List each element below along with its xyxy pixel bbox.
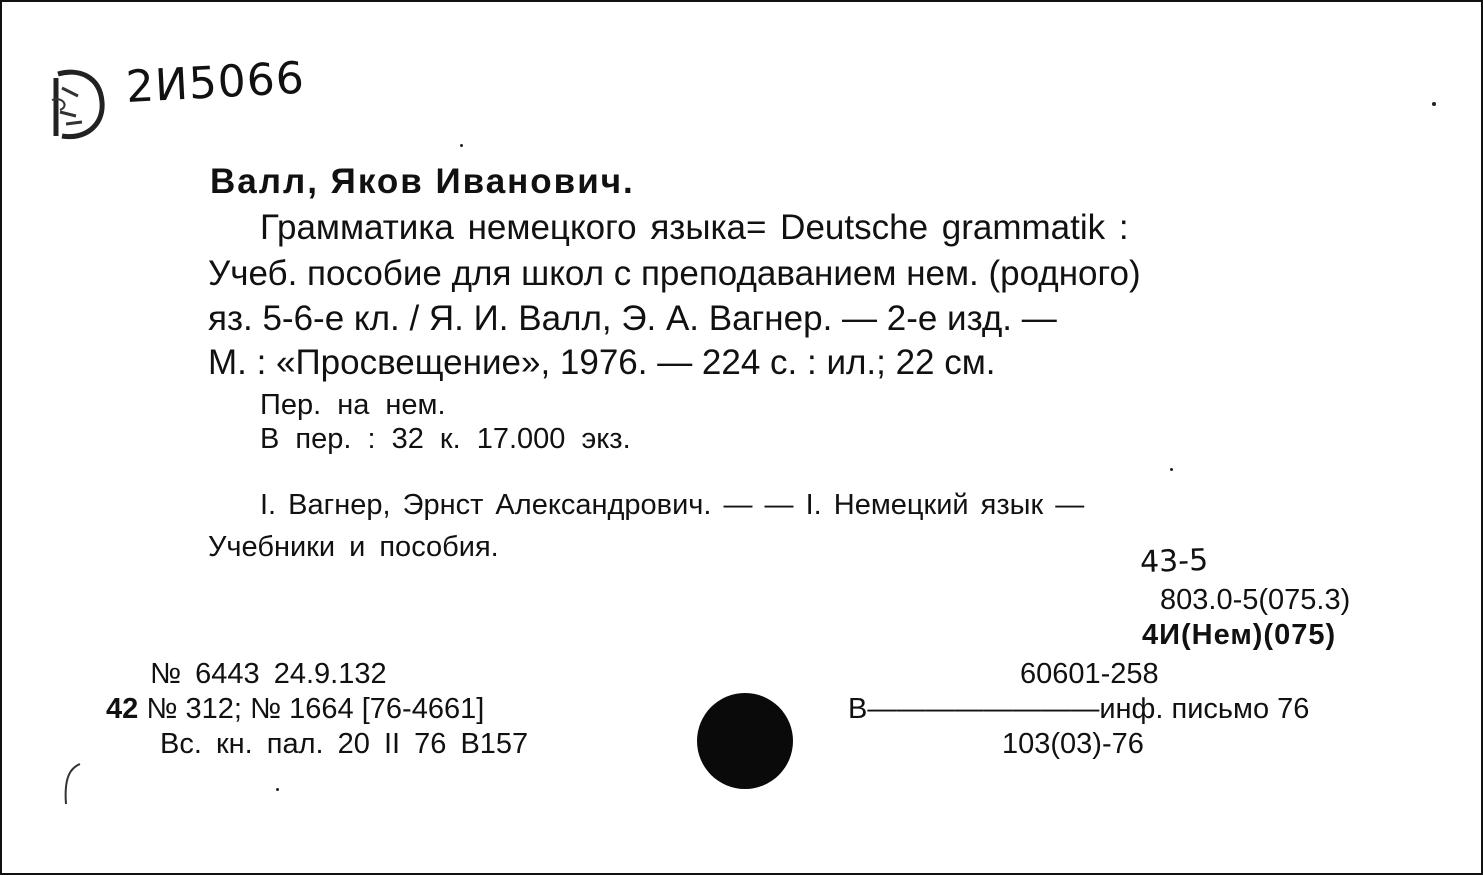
title-line-1: Грамматика немецкого языка= Deutsche grammatik : [260, 208, 1129, 247]
pencil-mark-icon [60, 760, 84, 806]
record-number-line-3: Вс. кн. пал. 20 II 76 В157 [160, 728, 529, 760]
record-number-line-1: № 6443 24.9.132 [150, 658, 387, 690]
info-letter-line: В————————инф. письмо 76 [848, 693, 1310, 725]
handwritten-class-mark: 43-5 [1139, 542, 1209, 581]
publisher-code: 60601-258 [1020, 658, 1159, 690]
record-number-line-2 [106, 693, 484, 726]
translation-note: Пер. на нем. [260, 389, 446, 421]
speck-mark [460, 144, 463, 147]
speck-mark [1170, 468, 1173, 471]
publisher-code-2: 103(03)-76 [1002, 728, 1144, 760]
card-rod-hole [697, 693, 793, 789]
title-line-3: яз. 5-6-е кл. / Я. И. Валл, Э. А. Вагнер. — 2-е изд. — [208, 299, 1057, 338]
speck-mark [276, 788, 279, 791]
tab-number: 42 [106, 693, 139, 725]
udc-index: 803.0-5(075.3) [1160, 584, 1351, 616]
speck-mark [1432, 102, 1436, 106]
title-line-4: М. : «Просвещение», 1976. — 224 с. : ил.; 22 см. [208, 343, 996, 382]
handwritten-inventory-number: 2И5066 [124, 52, 306, 113]
subject-entries-line-2: Учебники и пособия. [208, 531, 499, 563]
bbk-index: 4И(Нем)(075) [1142, 619, 1337, 651]
price-print-run-note: В пер. : 32 к. 17.000 экз. [260, 423, 631, 455]
subject-entries-line-1: I. Вагнер, Эрнст Александрович. — — I. Немецкий язык — [260, 489, 1085, 521]
author-heading: Валл, Яков Иванович. [210, 162, 635, 201]
record-number-line-2-text: № 312; № 1664 [76-4661] [146, 693, 485, 725]
library-stamp-icon [48, 66, 108, 144]
title-line-2: Учеб. пособие для школ с преподаванием нем. (родного) [208, 254, 1141, 293]
